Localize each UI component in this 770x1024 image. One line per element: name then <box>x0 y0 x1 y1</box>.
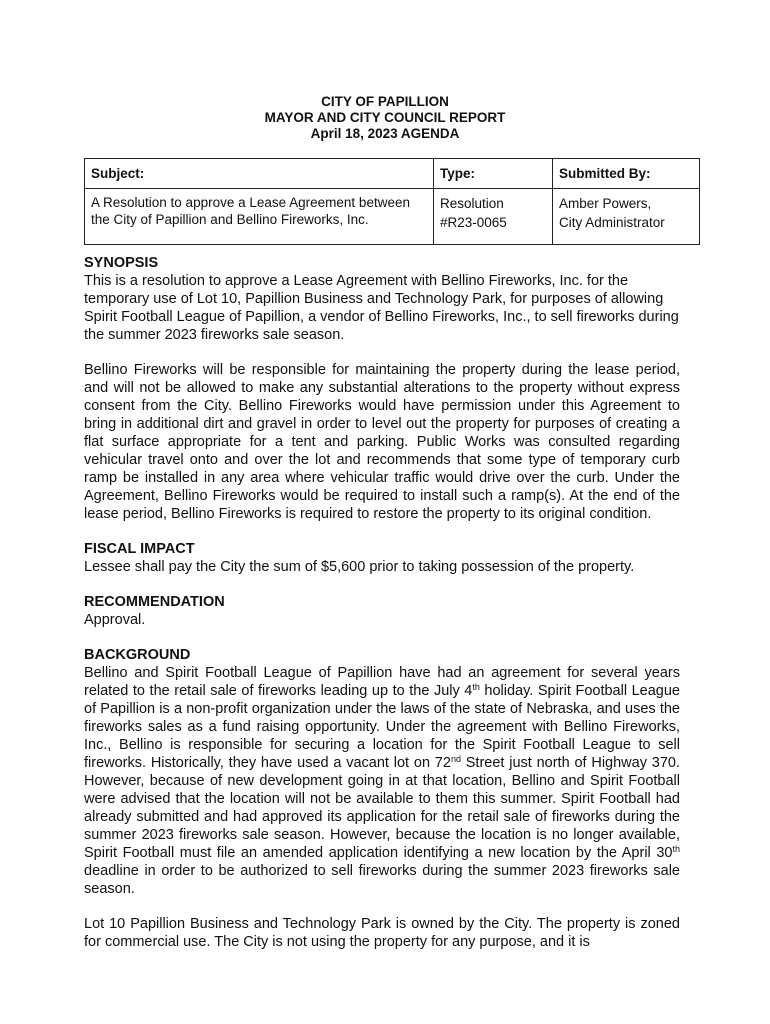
ordinal-suffix: nd <box>450 754 461 764</box>
background-text: Bellino and Spirit Football League of Papillion have had an agreement for several years related to the retail sale of fireworks leading up to the July 4 <box>84 665 680 699</box>
type-label: Type: <box>434 159 553 189</box>
subject-line: A Resolution to approve a Lease Agreement between <box>91 195 410 210</box>
type-value <box>434 189 553 245</box>
background-text: Street just north of Highway 370. However, because of new development going in at that location, Bellino and Spirit Football were advised that the location will not be available to them this summer. Spirit Football had already submitted and had approved its application for the retail sale of fireworks during the summer 2023 fireworks sale season. However, because the location is no longer available, Spirit Football must file an amended application identifying a new location by the April 30 <box>84 755 680 861</box>
background-text: deadline in order to be authorized to sell fireworks during the summer 2023 fireworks sale season. <box>84 863 680 897</box>
agenda-date: April 18, 2023 AGENDA <box>310 126 460 141</box>
fiscal-impact-text: Lessee shall pay the City the sum of $5,600 prior to taking possession of the property. <box>84 559 635 575</box>
subject-label: Subject: <box>85 159 434 189</box>
table-row <box>85 189 700 245</box>
table-header-row <box>85 159 700 189</box>
synopsis-paragraph: This is a resolution to approve a Lease Agreement with Bellino Fireworks, Inc. for the temporary use of Lot 10, Papillion Business and Technology Park, for purposes of allowing Spirit Football League of Papillion, a vendor of Bellino Fireworks, Inc., to sell fireworks during the summer 2023 fireworks sale season. <box>84 273 679 343</box>
subject-value <box>85 189 434 245</box>
submitted-by-value <box>553 189 700 245</box>
resolution-number: #R23-0065 <box>440 215 507 230</box>
submitted-by-label: Submitted By: <box>553 159 700 189</box>
recommendation-heading: RECOMMENDATION <box>84 594 225 610</box>
report-title: MAYOR AND CITY COUNCIL REPORT <box>264 110 506 125</box>
background-paragraph <box>84 664 680 898</box>
background-paragraph: Lot 10 Papillion Business and Technology Park is owned by the City. The property is zoned for commercial use. The City is not using the property for any purpose, and it is <box>84 916 680 950</box>
background-heading: BACKGROUND <box>84 647 191 663</box>
ordinal-suffix: th <box>672 844 680 854</box>
background-text: holiday. Spirit Football League of Papillion is a non-profit organization under the laws of the state of Nebraska, and uses the fireworks sales as a fund raising opportunity. Under the agreement with Bellino Fireworks, Inc., Bellino is responsible for securing a location for the Spirit Football League to sell fireworks. Historically, they have used a vacant lot on 72 <box>84 683 680 771</box>
city-name: CITY OF PAPILLION <box>321 94 449 109</box>
synopsis-heading: SYNOPSIS <box>84 255 159 271</box>
type-line: Resolution <box>440 196 504 211</box>
report-info-table <box>84 158 700 245</box>
subject-line: the City of Papillion and Bellino Fireworks, Inc. <box>91 212 369 227</box>
report-header <box>0 94 770 142</box>
report-body <box>84 254 680 968</box>
synopsis-paragraph: Bellino Fireworks will be responsible for maintaining the property during the lease period, and will not be allowed to make any substantial alterations to the property without express consent from the City. Bellino Fireworks would have permission under this Agreement to bring in additional dirt and gravel in order to level out the property for purposes of creating a flat surface appropriate for a tent and parking. Public Works was consulted regarding vehicular travel onto and over the lot and recommends that some type of temporary curb ramp be installed in any area where vehicular traffic would drive over the curb. Under the Agreement, Bellino Fireworks would be required to install such a ramp(s). At the end of the lease period, Bellino Fireworks is required to restore the property to its original condition. <box>84 362 680 522</box>
submitter-title: City Administrator <box>559 215 665 230</box>
ordinal-suffix: th <box>472 682 480 692</box>
submitter-name: Amber Powers, <box>559 196 652 211</box>
fiscal-impact-heading: FISCAL IMPACT <box>84 541 195 557</box>
recommendation-text: Approval. <box>84 612 146 628</box>
